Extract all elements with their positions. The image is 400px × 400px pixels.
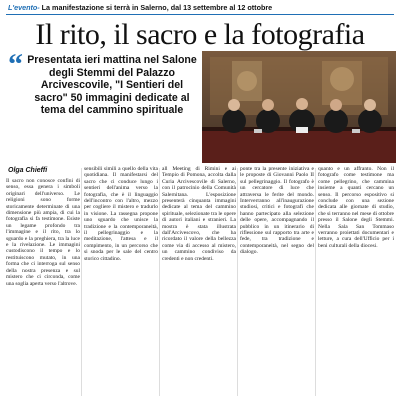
- event-photo-image: [202, 51, 396, 163]
- headline: Il rito, il sacro e la fotografia: [35, 18, 365, 51]
- column-divider: [81, 168, 82, 396]
- article-column-3: all Meeting di Rimini e ai Tempio di Pomona, accolta dalla Curia Arcivescovile di Salerno, con il patrocinio della Comunità Salernitana. L'esposizione presenterà cinquanta immagini dedicate al tema del cammino spirituale, selezionate tra le opere di autori italiani e stranieri. La mostra è stata illustrata dall'Arcivescovo, che ha ricordato il valore della bellezza come via di accesso al mistero, un cammino condiviso da credenti e non credenti.: [162, 166, 236, 262]
- article-column-1: Il sacro non conosce confini di senso, essa genera i simboli originari dell'universo. Le religioni sono forme storicamente determinate di una dimensione più ampia, di cui la fotografia si fa testimone. Esiste un legame profondo tra l'immagine e il rito, tra lo sguardo e la preghiera, tra la luce e la rivelazione. Le immagini custodiscono il tempo e lo restituiscono mutato, in una forma che ci interroga sul senso della nostra presenza e sul mistero che ci circonda, come una soglia aperta verso l'altrove.: [6, 178, 80, 287]
- column-divider: [159, 168, 160, 396]
- section-label: L'evento-: [8, 3, 40, 12]
- article-column-2: sensibili simili a quello della vita quotidiana. Il manifestarsi del sacro che ci conduce lungo i sentieri dell'anima verso la fotografia, che è il linguaggio dell'incontro con l'altro, mezzo per cogliere il mistero e tradurlo in visione. La rassegna propone uno sguardo che unisce la tradizione e la contemporaneità, il pellegrinaggio e la meditazione, l'attesa e il compimento, in un percorso che si snoda per le sale del centro storico cittadino.: [84, 166, 158, 262]
- section-strap: La manifestazione si terrà in Salerno, dal 13 settembre al 12 ottobre: [41, 3, 273, 12]
- column-divider: [315, 168, 316, 396]
- byline: Olga Chieffi: [8, 167, 48, 174]
- header-rule: [6, 14, 394, 15]
- summary-deck: Presentata ieri mattina nel Salone degli Stemmi del Palazzo Arcivescovile, "I Sentieri del sacro" 50 immagini dedicate al tema del cammino spirituale: [27, 54, 197, 117]
- event-photo: [202, 51, 396, 163]
- column-divider: [237, 168, 238, 396]
- article-column-5: quanto e un affranto. Non il fotografo come testimone ma come pellegrino, che cammina insieme a quanti cercano un senso. Il percorso espositivo si conclude con una sezione dedicata alle giornate di studio, che si terranno nel mese di ottobre presso il Salone degli Stemmi. Nella Sala San Tommaso verranno proiettati documentari e letture, a cura dell'Ufficio per i beni culturali della diocesi.: [318, 166, 394, 249]
- article-column-4: ponte tra la presente iniziativa e le proposte di Giovanni Paolo II sul pellegrinaggio. Il fotografo è un cercatore di luce che attraversa le ferite del mondo. Interverranno all'inaugurazione studiosi, critici e fotografi che hanno partecipato alla selezione delle opere, accompagnando il pubblico in un itinerario di riflessione sul rapporto tra arte e fede, tra tradizione e contemporaneità, nel segno del dialogo.: [240, 166, 314, 256]
- quote-icon: “: [8, 48, 23, 81]
